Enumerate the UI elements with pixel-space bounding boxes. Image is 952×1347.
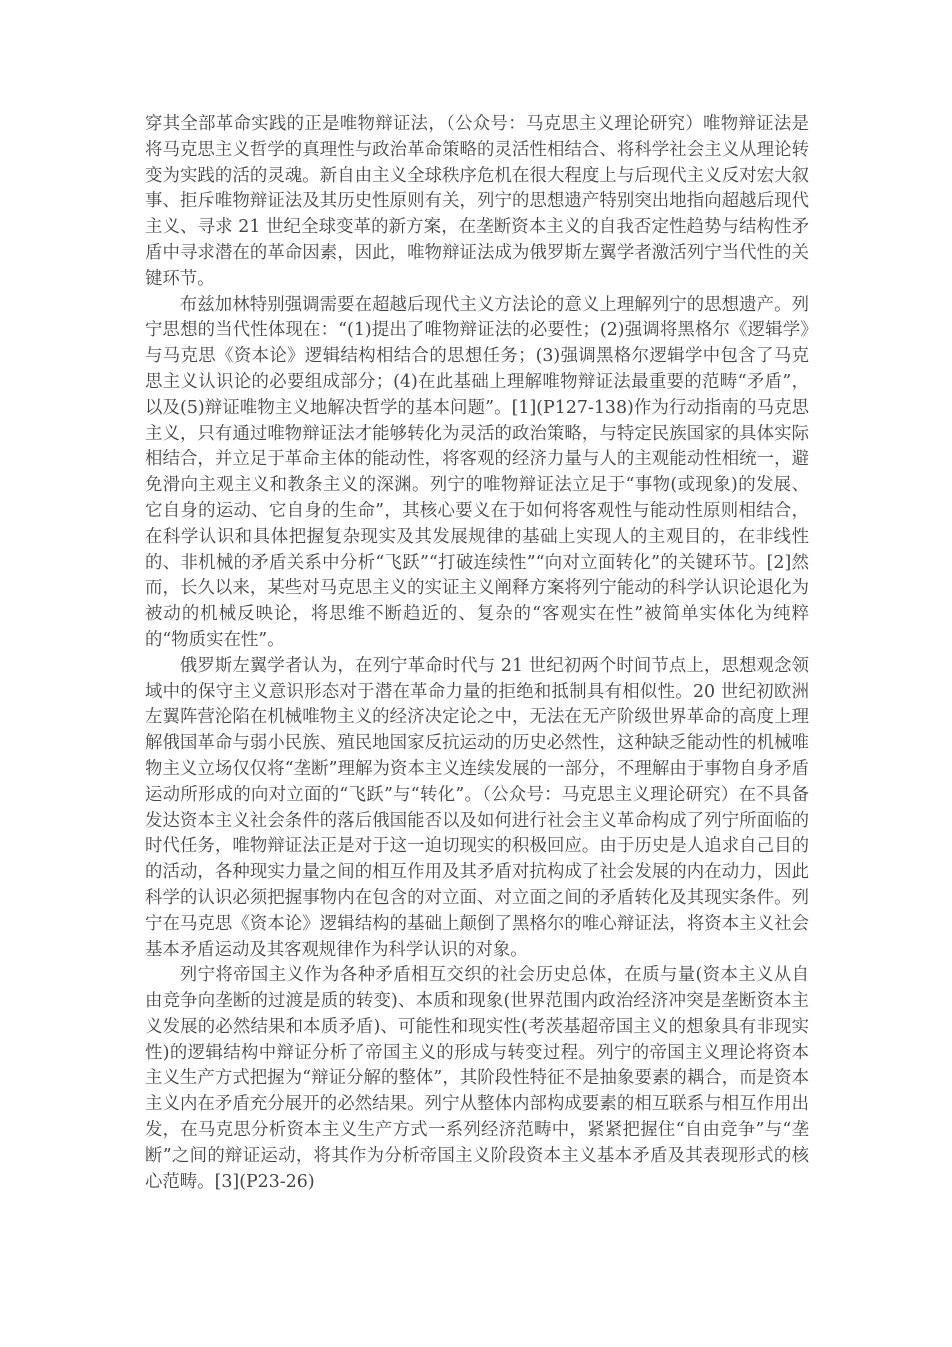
paragraph-russian-left-scholars: 俄罗斯左翼学者认为，在列宁革命时代与 21 世纪初两个时间节点上，思想观念领域中的保守主义意识形态对于潜在革命力量的拒绝和抵制具有相似性。20 世纪初欧洲左翼阵营沦陷在机械唯物主义的经济决定论之中，无法在无产阶级世界革命的高度上理解俄国革命与弱小民族、殖民地国家反抗运动的历史必然性，这种缺乏能动性的机械唯物主义立场仅仅将“垄断”理解为资本主义连续发展的一部分，不理解由于事物自身矛盾运动所形成的向对立面的“飞跃”与“转化”。（公众号：马克思主义理论研究）在不具备发达资本主义社会条件的落后俄国能否以及如何进行社会主义革命构成了列宁所面临的时代任务，唯物辩证法正是对于这一迫切现实的积极回应。由于历史是人追求自己目的的活动，各种现实力量之间的相互作用及其矛盾对抗构成了社会发展的内在动力，因此科学的认识必须把握事物内在包含的对立面、对立面之间的矛盾转化及其现实条件。列宁在马克思《资本论》逻辑结构的基础上颠倒了黑格尔的唯心辩证法，将资本主义社会基本矛盾运动及其客观规律作为科学认识的对象。: [145, 655, 809, 960]
document-page: [145, 112, 809, 1195]
paragraph-lenin-imperialism: 列宁将帝国主义作为各种矛盾相互交织的社会历史总体，在质与量(资本主义从自由竞争向垄断的过渡是质的转变)、本质和现象(世界范围内政治经济冲突是垄断资本主义发展的必然结果和本质矛盾)、可能性和现实性(考茨基超帝国主义的想象具有非现实性)的逻辑结构中辩证分析了帝国主义的形成与转变过程。列宁的帝国主义理论将资本主义生产方式把握为“辩证分解的整体”，其阶段性特征不是抽象要素的耦合，而是资本主义内在矛盾充分展开的必然结果。列宁从整体内部构成要素的相互联系与相互作用出发，在马克思分析资本主义生产方式一系列经济范畴中，紧紧把握住“自由竞争”与“垄断”之间的辩证运动，将其作为分析帝国主义阶段资本主义基本矛盾及其表现形式的核心范畴。[3](P23-26): [145, 965, 809, 1192]
paragraph-continued: 穿其全部革命实践的正是唯物辩证法，（公众号：马克思主义理论研究）唯物辩证法是将马克思主义哲学的真理性与政治革命策略的灵活性相结合、将科学社会主义从理论转变为实践的活的灵魂。新自由主义全球秩序危机在很大程度上与后现代主义反对宏大叙事、拒斥唯物辩证法及其历史性原则有关，列宁的思想遗产特别突出地指向超越后现代主义、寻求 21 世纪全球变革的新方案，在垄断资本主义的自我否定性趋势与结构性矛盾中寻求潜在的革命因素，因此，唯物辩证法成为俄罗斯左翼学者激活列宁当代性的关键环节。: [145, 114, 809, 289]
paragraph-buzgalin-dialectics: 布兹加林特别强调需要在超越后现代主义方法论的意义上理解列宁的思想遗产。列宁思想的当代性体现在：“(1)提出了唯物辩证法的必要性；(2)强调将黑格尔《逻辑学》与马克思《资本论》逻辑结构相结合的思想任务；(3)强调黑格尔逻辑学中包含了马克思主义认识论的必要组成部分；(4)在此基础上理解唯物辩证法最重要的范畴“矛盾”，以及(5)辩证唯物主义地解决哲学的基本问题”。[1](P127-138)作为行动指南的马克思主义，只有通过唯物辩证法才能够转化为灵活的政治策略，与特定民族国家的具体实际相结合，并立足于革命主体的能动性，将客观的经济力量与人的主观能动性相统一，避免滑向主观主义和教条主义的深渊。列宁的唯物辩证法立足于“事物(或现象)的发展、它自身的运动、它自身的生命”，其核心要义在于如何将客观性与能动性原则相结合，在科学认识和具体把握复杂现实及其发展规律的基础上实现人的主观目的，在非线性的、非机械的矛盾关系中分析“飞跃”“打破连续性”“向对立面转化”的关键环节。[2]然而，长久以来，某些对马克思主义的实证主义阐释方案将列宁能动的科学认识论退化为被动的机械反映论，将思维不断趋近的、复杂的“客观实在性”被简单实体化为纯粹的“物质实在性”。: [145, 294, 809, 650]
